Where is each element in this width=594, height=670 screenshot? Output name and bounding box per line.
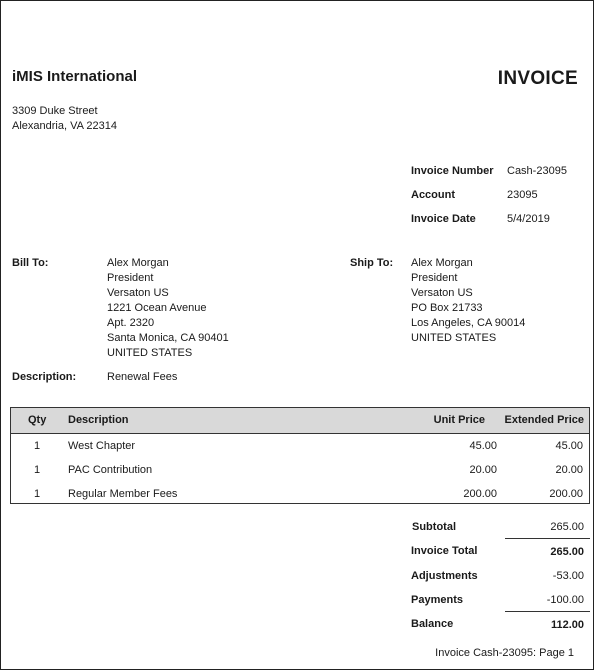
cell-unit-price: 45.00 — [469, 440, 497, 452]
ship-to-line: Alex Morgan — [411, 257, 473, 269]
ship-to-line: Los Angeles, CA 90014 — [411, 317, 526, 329]
meta-value-invoice-number: Cash-23095 — [507, 165, 567, 177]
cell-qty: 1 — [34, 488, 41, 500]
totals-divider — [505, 611, 590, 612]
payments-label: Payments — [411, 594, 463, 606]
ship-to-line: President — [411, 272, 458, 284]
invoice-total-label: Invoice Total — [411, 545, 478, 557]
bill-to-line: UNITED STATES — [107, 347, 193, 359]
page-footer: Invoice Cash-23095: Page 1 — [435, 647, 574, 659]
payments-value: -100.00 — [546, 594, 584, 606]
meta-value-invoice-date: 5/4/2019 — [507, 213, 550, 225]
document-title: INVOICE — [497, 68, 578, 89]
cell-extended-price: 20.00 — [555, 464, 583, 476]
meta-value-account: 23095 — [507, 189, 538, 201]
table-header — [11, 408, 589, 434]
cell-extended-price: 200.00 — [549, 488, 583, 500]
ship-to-line: UNITED STATES — [411, 332, 497, 344]
header-qty: Qty — [28, 414, 47, 426]
bill-to-address — [107, 256, 229, 361]
table-row — [11, 458, 589, 482]
meta-label-invoice-date: Invoice Date — [411, 213, 476, 225]
bill-to-line: Apt. 2320 — [107, 317, 155, 329]
line-items-table — [10, 407, 590, 504]
address-line: Alexandria, VA 22314 — [12, 120, 117, 132]
ship-to-line: PO Box 21733 — [411, 302, 483, 314]
header-extended-price: Extended Price — [504, 414, 584, 426]
cell-unit-price: 200.00 — [463, 488, 497, 500]
cell-description: Regular Member Fees — [68, 488, 178, 500]
description-label: Description: — [12, 371, 77, 383]
cell-description: West Chapter — [68, 440, 136, 452]
invoice-total-value: 265.00 — [550, 546, 584, 558]
adjustments-value: -53.00 — [552, 570, 584, 582]
totals-divider — [505, 538, 590, 539]
balance-label: Balance — [411, 618, 454, 630]
balance-value: 112.00 — [550, 619, 584, 631]
organization-name: iMIS International — [12, 68, 138, 85]
cell-unit-price: 20.00 — [469, 464, 497, 476]
address-line: 3309 Duke Street — [12, 105, 98, 117]
cell-extended-price: 45.00 — [555, 440, 583, 452]
table-row — [11, 482, 589, 506]
ship-to-label: Ship To: — [350, 257, 394, 269]
ship-to-line: Versaton US — [411, 287, 473, 299]
bill-to-line: Santa Monica, CA 90401 — [107, 332, 229, 344]
header-unit-price: Unit Price — [433, 414, 485, 426]
bill-to-label: Bill To: — [12, 257, 49, 269]
table-row — [11, 434, 589, 458]
cell-description: PAC Contribution — [68, 464, 153, 476]
bill-to-line: President — [107, 272, 154, 284]
subtotal-value: 265.00 — [550, 521, 584, 533]
cell-qty: 1 — [34, 440, 41, 452]
ship-to-address — [411, 256, 525, 346]
adjustments-label: Adjustments — [411, 570, 478, 582]
meta-label-account: Account — [411, 189, 455, 201]
subtotal-label: Subtotal — [412, 521, 456, 533]
cell-qty: 1 — [34, 464, 41, 476]
bill-to-line: 1221 Ocean Avenue — [107, 302, 207, 314]
meta-label-invoice-number: Invoice Number — [411, 165, 494, 177]
bill-to-line: Alex Morgan — [107, 257, 169, 269]
organization-address — [12, 104, 117, 134]
bill-to-line: Versaton US — [107, 287, 169, 299]
header-description: Description — [68, 414, 129, 426]
description-value: Renewal Fees — [107, 371, 178, 383]
